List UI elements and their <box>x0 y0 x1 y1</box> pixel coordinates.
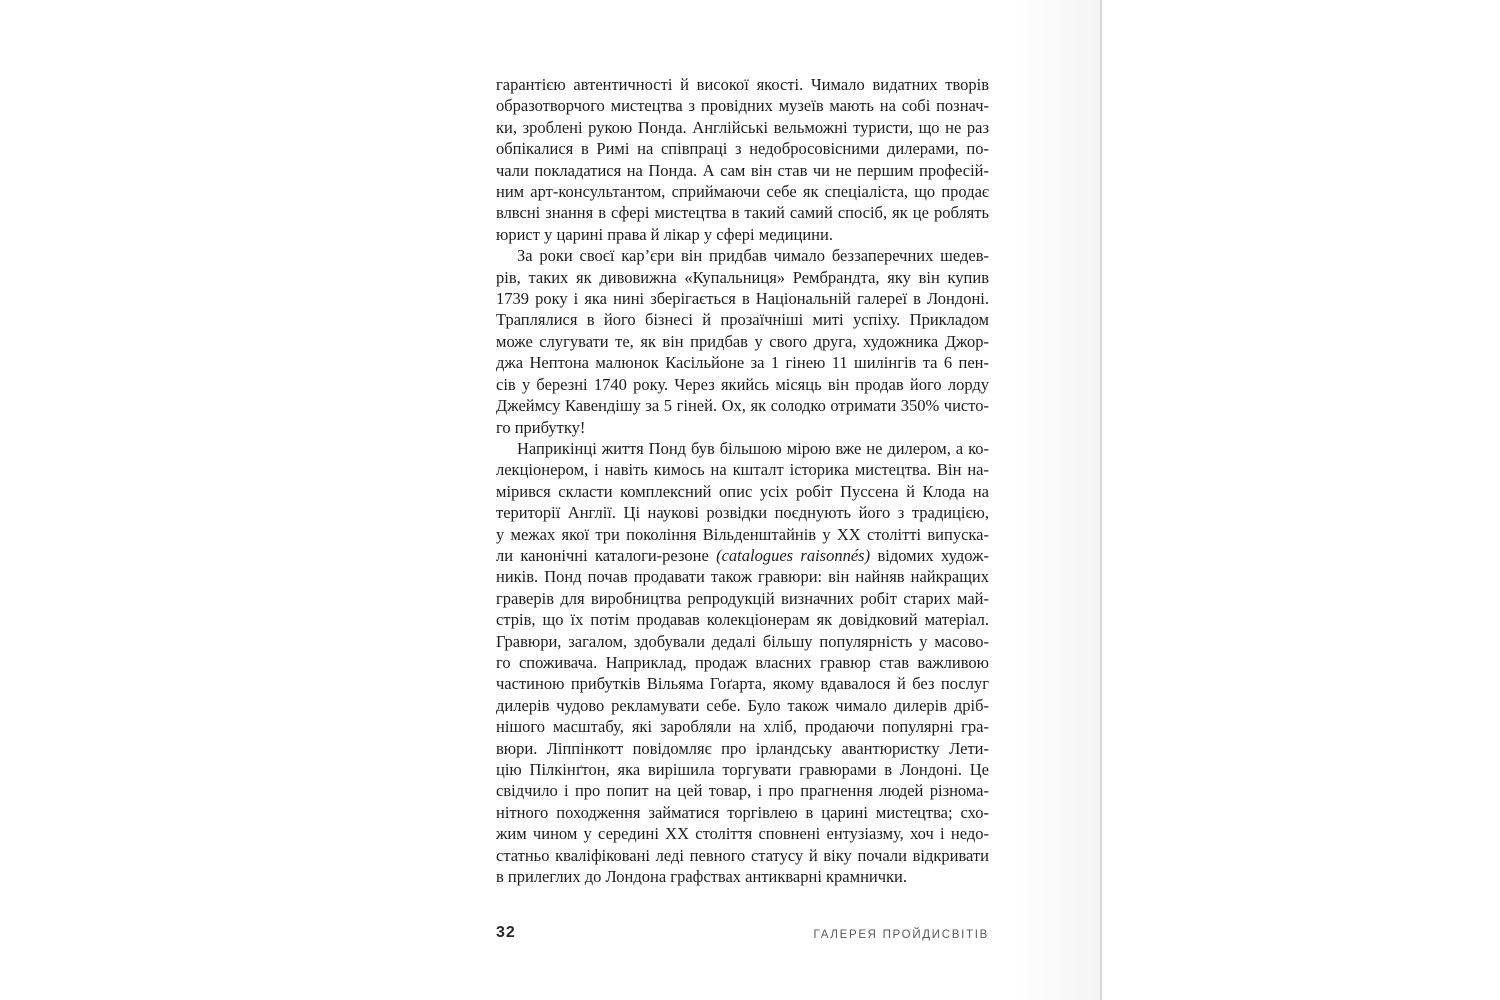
text-line: лекціонером, і навіть кимось на кшталт історика мистецтва. Він на- <box>496 460 989 480</box>
paragraph <box>496 438 989 888</box>
text-line: дилерів чудово рекламувати себе. Було також чимало дилерів дріб- <box>496 695 989 715</box>
text-line: джа Нептона малюнок Касільйоне за 1 гінею 11 шилінгів та 6 пен- <box>496 353 989 373</box>
text-line: ним арт-консультантом, сприймаючи себе як спеціаліста, що продає <box>496 182 989 202</box>
text-line: Гравюри, загалом, здобували дедалі більшу популярність у масово- <box>496 631 989 651</box>
page-number: 32 <box>496 924 516 941</box>
text-line: нітного походження займатися торгівлею в царині мистецтва; схо- <box>496 802 989 822</box>
text-line: образотворчого мистецтва з провідних музеїв мають на собі познач- <box>496 96 989 116</box>
text-line: влвсні знання в сфері мистецтва в такий самий спосіб, як це роблять <box>496 203 989 223</box>
running-title: ГАЛЕРЕЯ ПРОЙДИСВІТІВ <box>813 929 989 941</box>
text-segment: відомих худож- <box>870 545 989 565</box>
paragraph <box>496 245 989 438</box>
text-line: сів у березні 1740 року. Через якийсь місяць він продав його лорду <box>496 374 989 394</box>
text-line: стрів, що їх потім продавав колекціонерам як довідковий матеріал. <box>496 610 989 630</box>
text-line: ки, зроблені рукою Понда. Англійські вельможні туристи, що не раз <box>496 117 989 137</box>
text-line: го прибутку! <box>496 417 586 437</box>
text-line: юрист у царині права й лікар у сфері медицини. <box>496 224 833 244</box>
text-line: обпікалися в Римі на співпраці з недобросовісними дилерами, по- <box>496 139 989 159</box>
text-line: цію Пілкінґтон, яка вирішила торгувати гравюрами в Лондоні. Це <box>496 760 989 779</box>
text-line: у межах якої три покоління Вільденштайнів у XX столітті випуска- <box>496 524 989 544</box>
text-segment: ли канонічні каталоги-резоне <box>496 545 717 565</box>
italic-text: (catalogues raisonnés) <box>716 545 871 565</box>
text-line: мірився скласти комплексний опис усіх робіт Пуссена й Клода на <box>496 481 989 501</box>
text-line: го споживача. Наприклад, продаж власних гравюр став важливою <box>496 652 989 672</box>
page-edge-shade <box>1015 0 1101 1000</box>
text-line: свідчило і про попит на цей товар, і про прагнення людей різнома- <box>496 781 989 801</box>
text-line: вюри. Ліппінкотт повідомляє про ірландську авантюристку Лети- <box>496 738 989 758</box>
text-line: частиною прибутків Вільяма Гоґарта, якому вдавалося й без послуг <box>496 674 989 694</box>
text-line <box>496 545 989 566</box>
text-line: граверів для виробництва репродукцій визначних робіт старих май- <box>496 588 989 608</box>
text-column <box>496 74 989 887</box>
paragraph <box>496 74 989 245</box>
text-line: статньо кваліфіковані леді певного статусу й віку почали відкривати <box>496 845 989 865</box>
text-line: За роки своєї кар’єри він придбав чимало беззаперечних шедев- <box>517 246 989 266</box>
text-line: чали покладатися на Понда. А сам він став чи не першим професій- <box>496 160 989 180</box>
text-line: в прилеглих до Лондона графствах антикварні крамнички. <box>496 867 908 887</box>
text-line: рів, таких як дивовижна «Купальниця» Рембрандта, яку він купив <box>496 267 989 287</box>
text-line: ників. Понд почав продавати також гравюри: він найняв найкращих <box>496 567 989 587</box>
text-line: 1739 року і яка нині зберігається в Національній галереї в Лондоні. <box>496 289 989 309</box>
text-line: може слугувати те, як він придбав у свого друга, художника Джор- <box>496 331 989 351</box>
text-line: гарантією автентичності й високої якості. Чимало видатних творів <box>496 75 989 94</box>
page-edge-separator <box>1100 0 1102 1000</box>
text-line: жим чином у середині XX століття сповнені ентузіазму, хоч і недо- <box>496 824 989 844</box>
text-line: Траплялися в його бізнесі й прозаїчніші миті успіху. Прикладом <box>496 310 989 330</box>
text-line: Джеймсу Кавендішу за 5 гіней. Ох, як солодко отримати 350% чисто- <box>496 396 989 416</box>
text-line: Наприкінці життя Понд був більшою мірою вже не дилером, а ко- <box>517 438 989 458</box>
text-line: нішого масштабу, які заробляли на хліб, продаючи популярні гра- <box>496 717 989 737</box>
text-line: території Англії. Ці наукові розвідки поєднують його з традицією, <box>496 503 989 523</box>
